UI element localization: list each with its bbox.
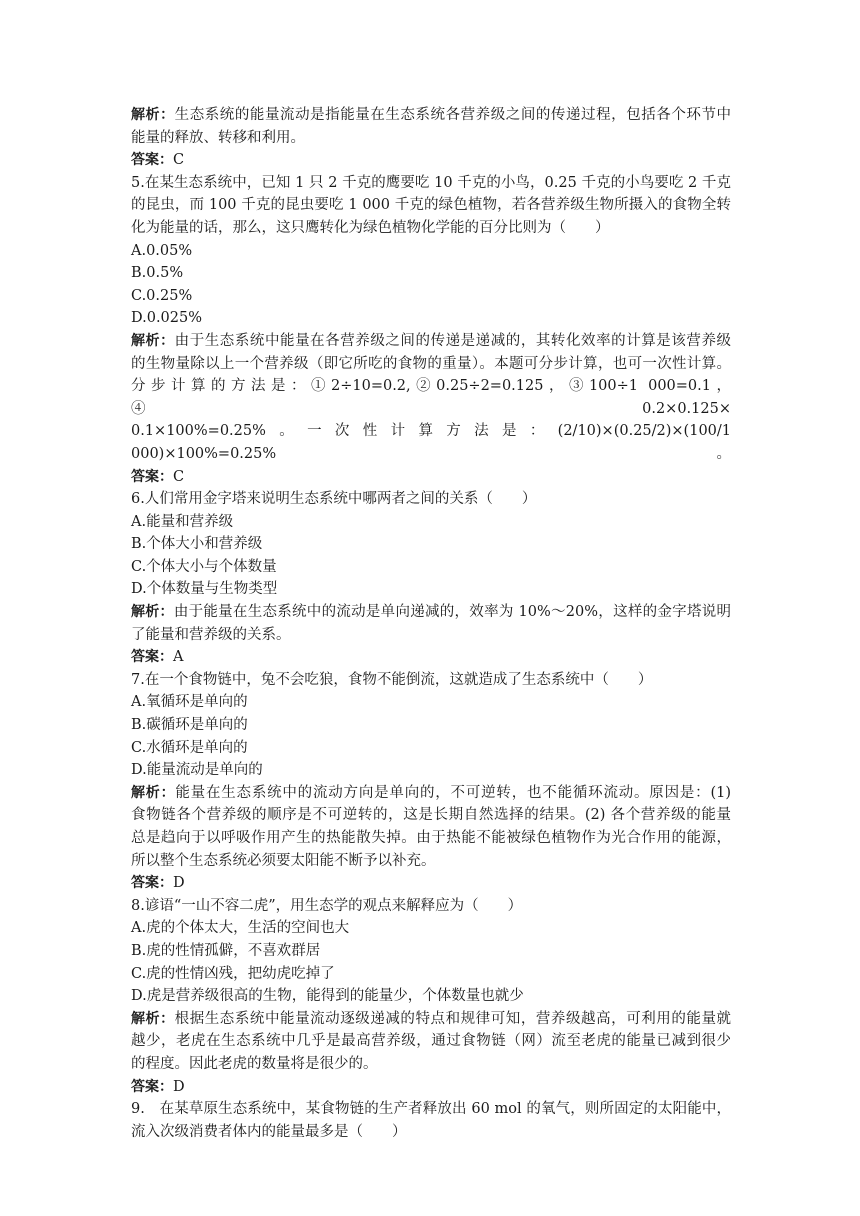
text-line — [131, 1053, 731, 1076]
line-text: 了能量和营养级的关系。 — [131, 626, 291, 643]
line-text: 食物链各个营养级的顺序是不可逆转的，这是长期自然选择的结果。(2) 各个营养级的能量 — [131, 807, 731, 824]
line-text: 根据生态系统中能量流动逐级递减的特点和规律可知，营养级越高，可利用的能量就 — [174, 1010, 731, 1027]
line-text: 生态系统的能量流动是指能量在生态系统各营养级之间的传递过程，包括各个环节中 — [174, 107, 731, 123]
text-line — [131, 556, 731, 579]
answer-label: 答案： — [131, 468, 173, 485]
line-text: 6.人们常用金字塔来说明生态系统中哪两者之间的关系（ ） — [131, 491, 537, 508]
text-line — [131, 737, 731, 760]
analysis-label: 解析： — [131, 1010, 175, 1027]
labeled-line — [131, 104, 731, 127]
text-line — [131, 127, 731, 150]
text-line — [131, 578, 731, 601]
line-text: B.虎的性情孤僻，不喜欢群居 — [131, 942, 321, 959]
labeled-line — [131, 330, 731, 353]
line-text: B.0.5% — [131, 265, 184, 282]
labeled-line — [131, 646, 731, 669]
labeled-line — [131, 782, 731, 805]
analysis-label: 解析： — [131, 784, 176, 801]
text-line — [131, 759, 731, 782]
line-text: 分步计算的方法是：①2÷10=0.2,②0.25÷2=0.125，③100÷1 000=0.1，④0.2×0.125× — [131, 378, 731, 417]
document-body — [131, 104, 731, 1143]
text-line — [131, 714, 731, 737]
analysis-label: 解析： — [131, 107, 175, 123]
text-line — [131, 194, 731, 217]
answer-label: 答案： — [131, 152, 173, 169]
line-text: D.0.025% — [131, 310, 203, 327]
line-text: 9. 在某草原生态系统中，某食物链的生产者释放出 60 mol 的氧气，则所固定的太阳能中， — [131, 1101, 731, 1118]
line-text: A — [173, 649, 184, 666]
text-line — [131, 172, 731, 195]
text-line — [131, 285, 731, 308]
line-text: A.能量和营养级 — [131, 513, 234, 530]
line-text: 5.在某生态系统中，已知 1 只 2 千克的鹰要吃 10 千克的小鸟，0.25 千克的小鸟要吃 2 千克 — [131, 174, 731, 191]
line-text: 7.在一个食物链中，兔不会吃狼，食物不能倒流，这就造成了生态系统中（ ） — [131, 671, 653, 688]
line-text: 能量的释放、转移和利用。 — [131, 129, 305, 146]
line-text: 0.1×100%=0.25%。一次性计算方法是：(2/10)×(0.25/2)×(100/1 000)×100%=0.25%。 — [131, 423, 731, 462]
line-text: 8.谚语“一山不容二虎”，用生态学的观点来解释应为（ ） — [131, 897, 523, 914]
answer-label: 答案： — [131, 1078, 173, 1095]
line-text: 的程度。因此老虎的数量将是很少的。 — [131, 1055, 378, 1072]
analysis-label: 解析： — [131, 604, 174, 621]
text-line — [131, 353, 731, 376]
text-line — [131, 940, 731, 963]
labeled-line — [131, 1008, 731, 1031]
line-text: A.氧循环是单向的 — [131, 694, 248, 711]
line-text: D.虎是营养级很高的生物，能得到的能量少，个体数量也就少 — [131, 988, 524, 1005]
line-text: 所以整个生态系统必须要太阳能不断予以补充。 — [131, 852, 436, 869]
labeled-line — [131, 601, 731, 624]
text-line — [131, 669, 731, 692]
line-text: 能量在生态系统中的流动方向是单向的，不可逆转，也不能循环流动。原因是：(1) — [175, 784, 731, 801]
text-line — [131, 511, 731, 534]
labeled-line — [131, 149, 731, 172]
text-line — [131, 1121, 731, 1144]
line-text: D — [173, 1078, 185, 1095]
labeled-line — [131, 1076, 731, 1099]
text-line — [131, 217, 731, 240]
line-text: C.水循环是单向的 — [131, 739, 248, 756]
line-text: 由于能量在生态系统中的流动是单向递减的，效率为 10%～20%，这样的金字塔说明 — [173, 604, 731, 621]
text-line — [131, 963, 731, 986]
text-line — [131, 240, 731, 263]
answer-label: 答案： — [131, 875, 173, 892]
text-line — [131, 488, 731, 511]
line-text: 由于生态系统中能量在各营养级之间的传递是递减的，其转化效率的计算是该营养级 — [174, 332, 731, 349]
line-text: D — [173, 875, 185, 892]
text-line — [131, 917, 731, 940]
line-text: 的昆虫，而 100 千克的昆虫要吃 1 000 千克的绿色植物，若各营养级生物所摄入的食物全转 — [131, 197, 731, 214]
text-line — [131, 375, 731, 420]
text-line — [131, 533, 731, 556]
line-text: C.虎的性情凶残，把幼虎吃掉了 — [131, 965, 335, 982]
line-text: 流入次级消费者体内的能量最多是（ ） — [131, 1123, 407, 1140]
line-text: A.虎的个体太大，生活的空间也大 — [131, 920, 350, 937]
text-line — [131, 850, 731, 873]
text-line — [131, 691, 731, 714]
line-text: C — [173, 152, 185, 169]
line-text: 总是趋向于以呼吸作用产生的热能散失掉。由于热能不能被绿色植物作为光合作用的能源， — [131, 830, 731, 846]
text-line — [131, 307, 731, 330]
line-text: C.个体大小与个体数量 — [131, 558, 277, 575]
line-text: B.个体大小和营养级 — [131, 536, 263, 553]
text-line — [131, 895, 731, 918]
text-line — [131, 624, 731, 647]
analysis-label: 解析： — [131, 332, 175, 349]
text-line — [131, 1098, 731, 1121]
line-text: D.能量流动是单向的 — [131, 762, 263, 779]
line-text: 的生物量除以上一个营养级（即它所吃的食物的重量）。本题可分步计算，也可一次性计算。 — [131, 355, 731, 372]
text-line — [131, 985, 731, 1008]
text-line — [131, 1030, 731, 1053]
line-text: 化为能量的话，那么，这只鹰转化为绿色植物化学能的百分比则为（ ） — [131, 219, 610, 236]
line-text: A.0.05% — [131, 242, 193, 259]
line-text: B.碳循环是单向的 — [131, 717, 248, 734]
text-line — [131, 804, 731, 827]
labeled-line — [131, 466, 731, 489]
line-text: 越少，老虎在生态系统中几乎是最高营养级，通过食物链（网）流至老虎的能量已减到很少 — [131, 1033, 731, 1050]
text-line — [131, 420, 731, 465]
answer-label: 答案： — [131, 649, 173, 666]
text-line — [131, 262, 731, 285]
line-text: C — [173, 468, 185, 485]
line-text: D.个体数量与生物类型 — [131, 581, 278, 598]
labeled-line — [131, 872, 731, 895]
line-text: C.0.25% — [131, 287, 193, 304]
text-line — [131, 827, 731, 850]
